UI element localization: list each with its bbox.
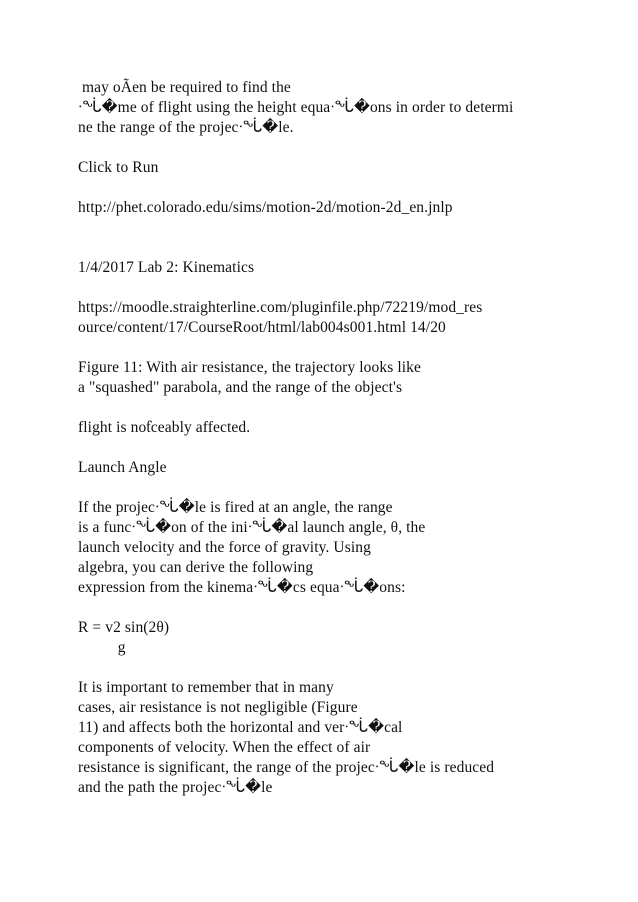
text-line: ne the range of the projecᐧᖔ�le. [78, 119, 294, 136]
text-line: 1/4/2017 Lab 2: Kinematics [78, 259, 255, 276]
text-line: is a funcᐧᖔ�on of the iniᐧᖔ�al launch angle, θ, the [78, 519, 426, 536]
text-line: Figure 11: With air resistance, the trajectory looks like [78, 359, 421, 376]
text-line: resistance is significant, the range of the projecᐧᖔ�le is reduced [78, 759, 495, 776]
text-line: ource/content/17/CourseRoot/html/lab004s001.html 14/20 [78, 319, 446, 336]
text-line: https://moodle.straighterline.com/pluginfile.php/72219/mod_res [78, 299, 483, 316]
text-line: and the path the projecᐧᖔ�le [78, 779, 273, 796]
text-line: If the projecᐧᖔ�le is fired at an angle, the range [78, 499, 393, 516]
text-line: a "squashed" parabola, and the range of the object's [78, 379, 403, 396]
text-line: ᐧᖔ�me of flight using the height equaᐧᖔ�ons in order to determi [78, 99, 514, 116]
text-line: components of velocity. When the effect of air [78, 739, 371, 756]
text-line: flight is noƭceably affected. [78, 419, 251, 436]
text-line: Click to Run [78, 159, 159, 176]
text-line: algebra, you can derive the following [78, 559, 314, 576]
text-line: 11) and affects both the horizontal and verᐧᖔ�cal [78, 719, 403, 736]
text-line: may oÃen be required to find the [78, 79, 291, 96]
text-line: http://phet.colorado.edu/sims/motion-2d/motion-2d_en.jnlp [78, 199, 453, 216]
text-line: g [78, 639, 126, 656]
text-line: launch velocity and the force of gravity. Using [78, 539, 371, 556]
text-line: Launch Angle [78, 459, 167, 476]
text-line: cases, air resistance is not negligible (Figure [78, 699, 358, 716]
text-line: R = v2 sin(2θ) [78, 619, 170, 636]
text-line: expression from the kinemaᐧᖔ�cs equaᐧᖔ�ons: [78, 579, 406, 596]
text-line: It is important to remember that in many [78, 679, 334, 696]
